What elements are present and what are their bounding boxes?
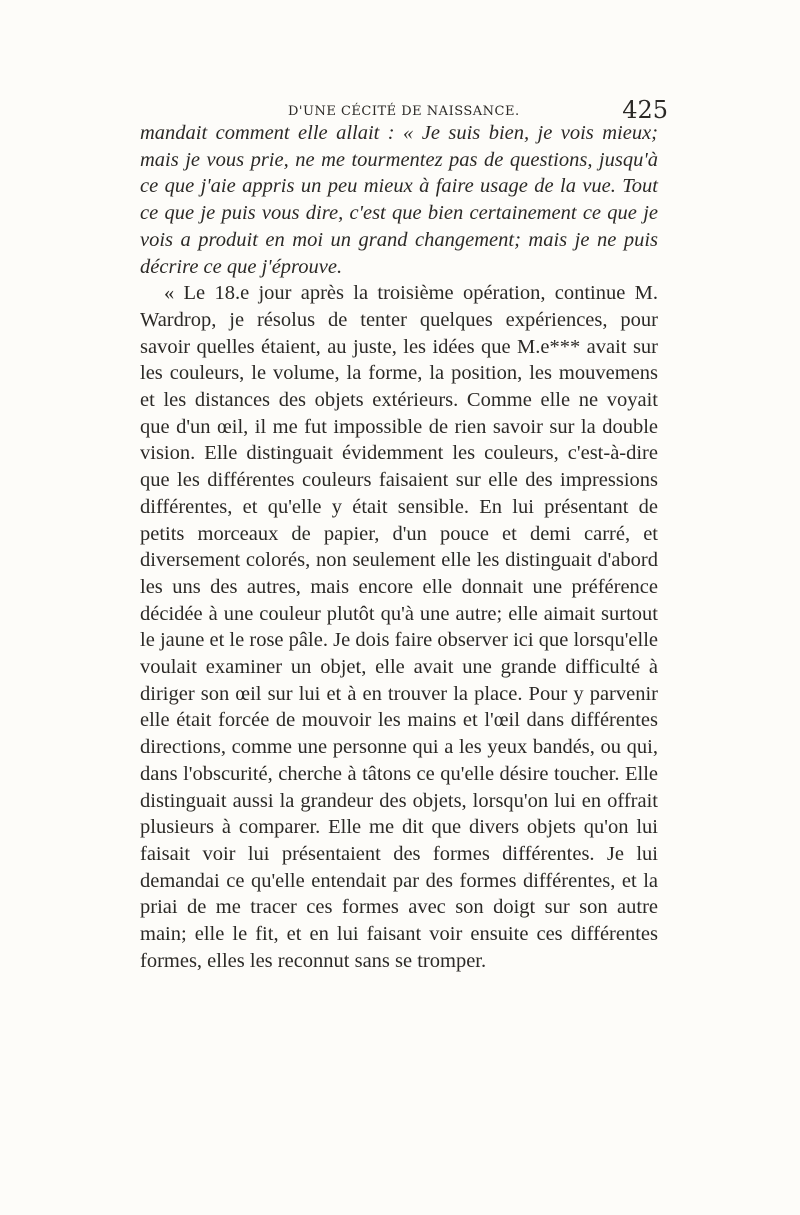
page-number: 425 bbox=[622, 96, 668, 124]
italic-lead-paragraph: mandait comment elle allait : « Je suis bien, je vois mieux; mais je vous prie, ne me tourmentez pas de questions, jusqu'à ce que j'aie appris un peu mieux à faire usage de la vue. Tout ce que je puis vous dire, c'est que bien certainement ce que je vois a produit en moi un grand changement; mais je ne puis décrire ce que j'éprouve. bbox=[140, 122, 658, 278]
main-paragraph: « Le 18.e jour après la troisième opération, continue M. Wardrop, je résolus de tenter quelques expériences, pour savoir quelles étaient, au juste, les idées que M.e*** avait sur les couleurs, le volume, la forme, la position, les mouvemens et les distances des objets extérieurs. Comme elle ne voyait que d'un œil, il me fut impossible de rien savoir sur la double vision. Elle distinguait évidemment les couleurs, c'est-à-dire que les différentes couleurs faisaient sur elle des impressions différentes, et qu'elle y était sensible. En lui présentant de petits morceaux de papier, d'un pouce et demi carré, et diversement colorés, non seulement elle les distinguait d'abord les uns des autres, mais encore elle donnait une préférence décidée à une couleur plutôt qu'à une autre; elle aimait surtout le jaune et le rose pâle. Je dois faire observer ici que lorsqu'elle voulait examiner un objet, elle avait une grande difficulté à diriger son œil sur lui et à en trouver la place. Pour y parvenir elle était forcée de mouvoir les mains et l'œil dans différentes directions, comme une personne qui a les yeux bandés, ou qui, dans l'obscurité, cherche à tâtons ce qu'elle désire toucher. Elle distinguait aussi la grandeur des objets, lorsqu'on lui en offrait plusieurs à comparer. Elle me dit que divers objets qu'on lui faisait voir lui présentaient des formes différentes. Je lui demandai ce qu'elle entendait par des formes différentes, et la priai de me tracer ces formes avec son doigt sur son autre main; elle le fit, et en lui faisant voir ensuite ces différentes formes, elles les reconnut sans se tromper. bbox=[140, 282, 658, 972]
body-text bbox=[140, 120, 658, 975]
running-head: D'UNE CÉCITÉ DE NAISSANCE. bbox=[288, 104, 520, 119]
